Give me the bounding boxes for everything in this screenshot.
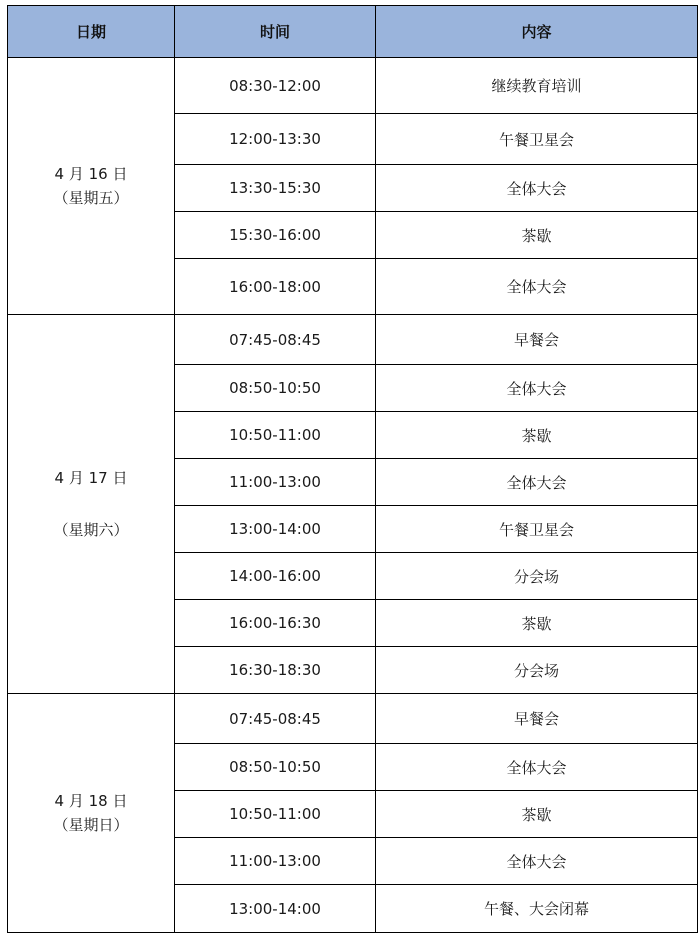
date-cell xyxy=(8,58,175,315)
time-cell: 08:50-10:50 xyxy=(175,744,376,791)
date-label: 4 月 16 日 xyxy=(54,165,128,183)
time-cell: 16:30-18:30 xyxy=(175,647,376,694)
content-cell: 早餐会 xyxy=(376,315,698,365)
schedule-row xyxy=(8,58,698,114)
content-cell: 全体大会 xyxy=(376,459,698,506)
content-cell: 午餐、大会闭幕 xyxy=(376,885,698,933)
schedule-row xyxy=(8,315,698,365)
schedule-row xyxy=(8,694,698,744)
schedule-table xyxy=(7,5,698,933)
time-cell: 08:50-10:50 xyxy=(175,365,376,412)
time-cell: 07:45-08:45 xyxy=(175,315,376,365)
time-cell: 15:30-16:00 xyxy=(175,212,376,259)
time-cell: 13:30-15:30 xyxy=(175,165,376,212)
header-row xyxy=(8,6,698,58)
weekday-label: （星期五） xyxy=(53,189,129,207)
date-cell xyxy=(8,694,175,933)
content-cell: 全体大会 xyxy=(376,365,698,412)
content-cell: 茶歇 xyxy=(376,600,698,647)
header-time: 时间 xyxy=(175,6,376,58)
time-cell: 16:00-18:00 xyxy=(175,259,376,315)
time-cell: 13:00-14:00 xyxy=(175,506,376,553)
content-cell: 全体大会 xyxy=(376,259,698,315)
content-cell: 茶歇 xyxy=(376,791,698,838)
schedule-header xyxy=(8,6,698,58)
weekday-label: （星期日） xyxy=(53,816,129,834)
weekday-label: （星期六） xyxy=(53,521,129,539)
time-cell: 11:00-13:00 xyxy=(175,459,376,506)
schedule-body xyxy=(8,58,698,933)
content-cell: 分会场 xyxy=(376,647,698,694)
time-cell: 16:00-16:30 xyxy=(175,600,376,647)
date-label: 4 月 17 日 xyxy=(54,469,128,487)
time-cell: 07:45-08:45 xyxy=(175,694,376,744)
time-cell: 12:00-13:30 xyxy=(175,114,376,165)
time-cell: 08:30-12:00 xyxy=(175,58,376,114)
content-cell: 午餐卫星会 xyxy=(376,114,698,165)
date-label: 4 月 18 日 xyxy=(54,792,128,810)
header-content: 内容 xyxy=(376,6,698,58)
time-cell: 11:00-13:00 xyxy=(175,838,376,885)
date-cell xyxy=(8,315,175,694)
content-cell: 茶歇 xyxy=(376,412,698,459)
content-cell: 早餐会 xyxy=(376,694,698,744)
time-cell: 10:50-11:00 xyxy=(175,412,376,459)
content-cell: 全体大会 xyxy=(376,744,698,791)
time-cell: 14:00-16:00 xyxy=(175,553,376,600)
content-cell: 全体大会 xyxy=(376,838,698,885)
header-date: 日期 xyxy=(8,6,175,58)
time-cell: 13:00-14:00 xyxy=(175,885,376,933)
time-cell: 10:50-11:00 xyxy=(175,791,376,838)
content-cell: 分会场 xyxy=(376,553,698,600)
content-cell: 茶歇 xyxy=(376,212,698,259)
content-cell: 午餐卫星会 xyxy=(376,506,698,553)
content-cell: 继续教育培训 xyxy=(376,58,698,114)
content-cell: 全体大会 xyxy=(376,165,698,212)
